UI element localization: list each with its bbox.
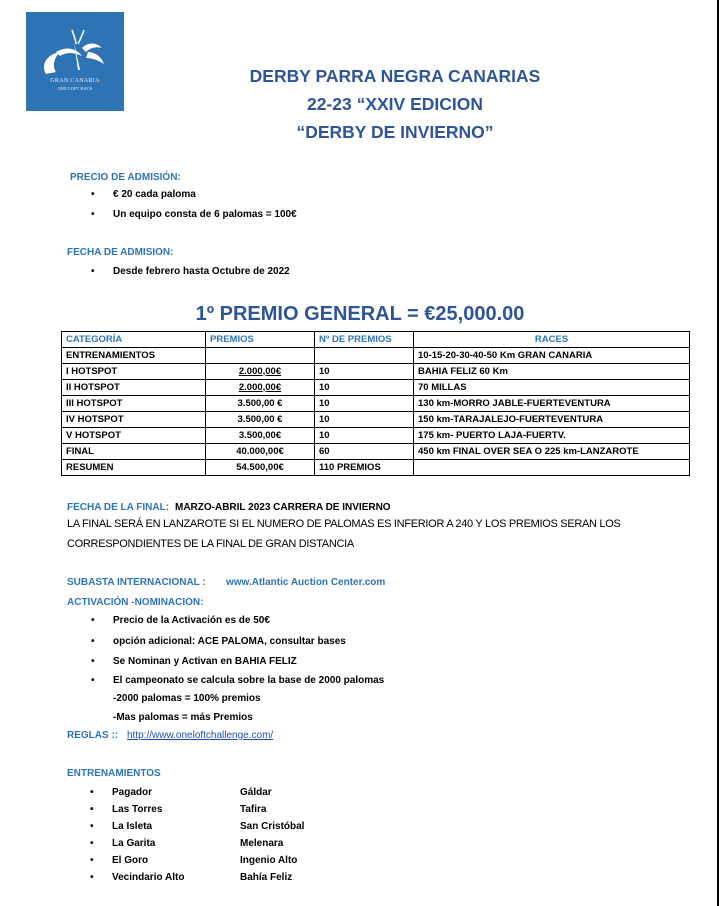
final-notice-line1: LA FINAL SERÁ EN LANZAROTE SI EL NUMERO DE PALOMAS ES INFERIOR A 240 Y LOS PREMIOS SERAN LOS [67, 518, 621, 530]
entrenamiento-place: • La Garita [112, 838, 155, 849]
precio-item: • € 20 cada paloma [113, 189, 196, 200]
title-line3: “DERBY DE INVIERNO” [296, 122, 494, 142]
fecha-admision-item: • Desde febrero hasta Octubre de 2022 [113, 266, 290, 277]
subasta-value: www.Atlantic Auction Center.com [226, 577, 386, 588]
table-cell [414, 460, 690, 476]
table-cell: IV HOTSPOT [62, 412, 206, 428]
table-row [62, 460, 690, 476]
reglas-label: REGLAS :: [67, 730, 119, 741]
entrenamiento-place: • Pagador [112, 787, 152, 798]
title-line2: 22-23 “XXIV EDICION [306, 94, 484, 114]
bird-icon [26, 12, 124, 111]
fecha-final-label: FECHA DE LA FINAL: [67, 502, 170, 513]
table-cell: 40.000,00€ [206, 444, 315, 460]
column-header: CATEGORÍA [62, 332, 206, 348]
entrenamiento-place-2: Tafira [240, 804, 267, 815]
reglas-link[interactable] [127, 730, 273, 741]
activacion-sub-line2: -Mas palomas = más Premios [113, 712, 253, 723]
table-cell: 10 [315, 380, 414, 396]
table-cell: III HOTSPOT [62, 396, 206, 412]
table-header-row [62, 332, 690, 348]
table-cell: RESUMEN [62, 460, 206, 476]
page-edge-line [717, 0, 719, 906]
table-cell: 450 km FINAL OVER SEA O 225 km-LANZAROTE [414, 444, 690, 460]
premio-general-heading: 1º PREMIO GENERAL = €25,000.00 [195, 303, 525, 325]
entrenamiento-place-2: Melenara [240, 838, 284, 849]
activacion-item: • Se Nominan y Activan en BAHIA FELIZ [113, 656, 297, 667]
table-cell: 70 MILLAS [414, 380, 690, 396]
precio-label: PRECIO DE ADMISIÓN: [70, 172, 181, 183]
column-header: PREMIOS [206, 332, 315, 348]
fecha-final-value: MARZO-ABRIL 2023 CARRERA DE INVIERNO [175, 502, 391, 513]
entrenamiento-place-2: San Cristóbal [240, 821, 305, 832]
logo-text-line1: GRAN CANARIA [50, 78, 100, 84]
table-cell: BAHIA FELIZ 60 Km [414, 364, 690, 380]
table-cell: V HOTSPOT [62, 428, 206, 444]
logo-text-line2: ONE LOFT RACE [57, 86, 93, 91]
table-cell: 54.500,00€ [206, 460, 315, 476]
table-row [62, 348, 690, 364]
table-cell: ENTRENAMIENTOS [62, 348, 206, 364]
reglas-link-text[interactable]: http://www.oneloftchallenge.com/ [127, 730, 274, 741]
entrenamientos-label: ENTRENAMIENTOS [67, 768, 161, 779]
table-cell [315, 348, 414, 364]
table-cell: II HOTSPOT [62, 380, 206, 396]
table-cell: 130 km-MORRO JABLE-FUERTEVENTURA [414, 396, 690, 412]
title-line1: DERBY PARRA NEGRA CANARIAS [249, 66, 541, 86]
entrenamiento-place: • El Goro [112, 855, 148, 866]
activacion-item: • Precio de la Activación es de 50€ [113, 615, 270, 626]
activacion-label: ACTIVACIÓN -NOMINACION: [67, 597, 204, 608]
entrenamiento-place: • Vecindario Alto [112, 872, 184, 883]
final-notice-line2: CORRESPONDIENTES DE LA FINAL DE GRAN DISTANCIA [67, 538, 354, 550]
table-row [62, 412, 690, 428]
entrenamiento-place-2: Ingenio Alto [240, 855, 298, 866]
table-row [62, 364, 690, 380]
subasta-label: SUBASTA INTERNACIONAL : [67, 577, 206, 588]
activacion-item: • opción adicional: ACE PALOMA, consultar bases [113, 636, 346, 647]
table-cell: 2.000,00€ [206, 364, 315, 380]
table-row [62, 428, 690, 444]
entrenamiento-place-2: Bahía Feliz [240, 872, 293, 883]
table-cell: 2.000,00€ [206, 380, 315, 396]
activacion-item: • El campeonato se calcula sobre la base de 2000 palomas [113, 675, 384, 686]
prize-table [61, 331, 690, 476]
table-cell: 10 [315, 412, 414, 428]
table-cell: 3.500,00 € [206, 396, 315, 412]
table-row [62, 444, 690, 460]
activacion-sub-line1: -2000 palomas = 100% premios [113, 693, 261, 704]
precio-item: • Un equipo consta de 6 palomas = 100€ [113, 209, 297, 220]
column-header: Nº DE PREMIOS [315, 332, 414, 348]
table-cell: 10 [315, 396, 414, 412]
entrenamiento-place-2: Gáldar [240, 787, 272, 798]
table-cell: 10 [315, 364, 414, 380]
entrenamiento-place: • La Isleta [112, 821, 152, 832]
table-cell: 10 [315, 428, 414, 444]
table-cell: I HOTSPOT [62, 364, 206, 380]
table-cell: 110 PREMIOS [315, 460, 414, 476]
entrenamiento-place: • Las Torres [112, 804, 162, 815]
column-header: RACES [414, 332, 690, 348]
table-cell: 60 [315, 444, 414, 460]
table-cell: 3.500,00 € [206, 412, 315, 428]
table-row [62, 380, 690, 396]
table-cell: 3.500,00€ [206, 428, 315, 444]
table-row [62, 396, 690, 412]
table-cell: 175 km- PUERTO LAJA-FUERTV. [414, 428, 690, 444]
table-cell [206, 348, 315, 364]
table-cell: FINAL [62, 444, 206, 460]
table-cell: 150 km-TARAJALEJO-FUERTEVENTURA [414, 412, 690, 428]
table-cell: 10-15-20-30-40-50 Km GRAN CANARIA [414, 348, 690, 364]
gran-canaria-logo [26, 12, 124, 111]
fecha-admision-label: FECHA DE ADMISION: [67, 247, 174, 258]
